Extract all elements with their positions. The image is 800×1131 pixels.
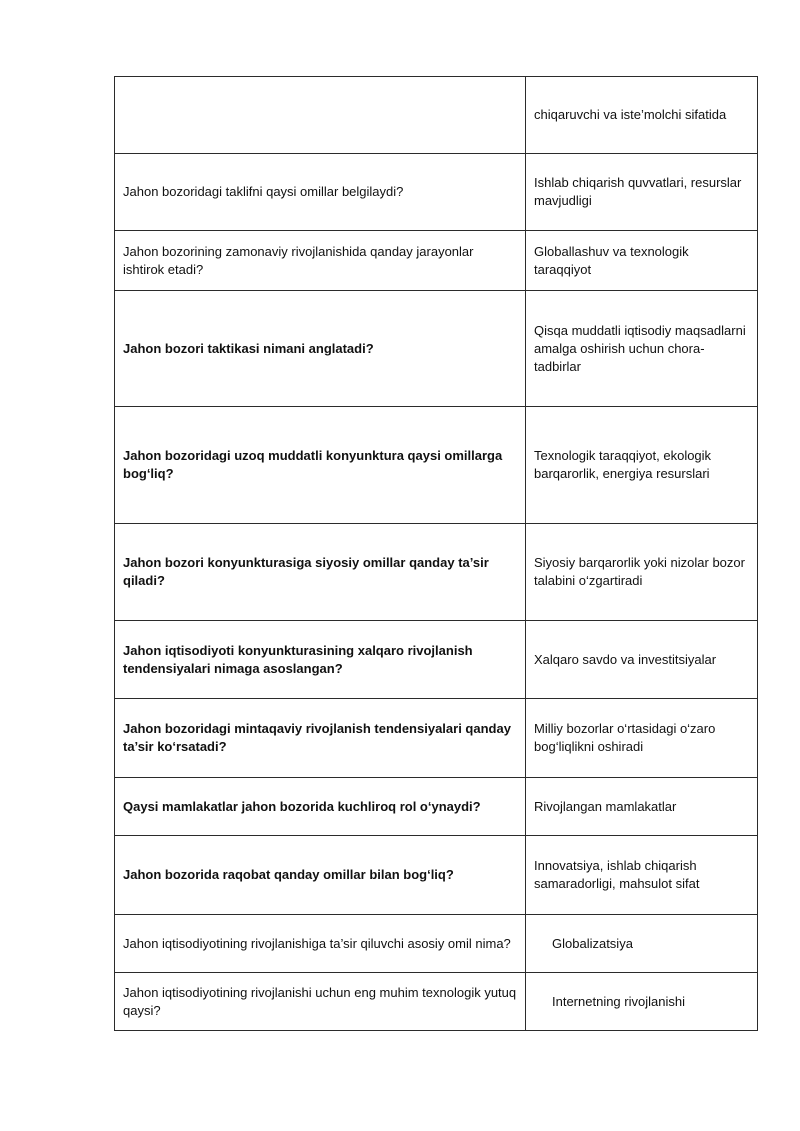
answer-cell: Siyosiy barqarorlik yoki nizolar bozor talabini o‘zgartiradi <box>526 524 758 621</box>
table-row <box>115 699 758 778</box>
answer-cell: Globallashuv va texnologik taraqqiyot <box>526 231 758 291</box>
table-row <box>115 77 758 154</box>
answer-cell: Xalqaro savdo va investitsiyalar <box>526 621 758 699</box>
question-cell: Jahon iqtisodiyotining rivojlanishi uchun eng muhim texnologik yutuq qaysi? <box>115 973 526 1031</box>
qa-table <box>114 76 758 1031</box>
question-cell: Jahon bozoridagi taklifni qaysi omillar belgilaydi? <box>115 154 526 231</box>
answer-cell: Ishlab chiqarish quvvatlari, resurslar mavjudligi <box>526 154 758 231</box>
table-row <box>115 973 758 1031</box>
table-row <box>115 778 758 836</box>
question-cell: Jahon iqtisodiyotining rivojlanishiga ta’sir qiluvchi asosiy omil nima? <box>115 915 526 973</box>
question-cell: Jahon bozori konyunkturasiga siyosiy omillar qanday ta’sir qiladi? <box>115 524 526 621</box>
table-row <box>115 524 758 621</box>
table-row <box>115 915 758 973</box>
question-cell: Qaysi mamlakatlar jahon bozorida kuchliroq rol o‘ynaydi? <box>115 778 526 836</box>
question-cell: Jahon iqtisodiyoti konyunkturasining xalqaro rivojlanish tendensiyalari nimaga asoslangan? <box>115 621 526 699</box>
answer-cell: Globalizatsiya <box>526 915 758 973</box>
table-row <box>115 154 758 231</box>
question-cell: Jahon bozoridagi uzoq muddatli konyunktura qaysi omillarga bog‘liq? <box>115 407 526 524</box>
answer-cell: Innovatsiya, ishlab chiqarish samaradorligi, mahsulot sifat <box>526 836 758 915</box>
table-row <box>115 291 758 407</box>
answer-cell: Internetning rivojlanishi <box>526 973 758 1031</box>
answer-cell: Milliy bozorlar o‘rtasidagi o‘zaro bog‘liqlikni oshiradi <box>526 699 758 778</box>
table-row <box>115 836 758 915</box>
answer-cell: Rivojlangan mamlakatlar <box>526 778 758 836</box>
table-row <box>115 621 758 699</box>
table-row <box>115 231 758 291</box>
question-cell: Jahon bozorining zamonaviy rivojlanishida qanday jarayonlar ishtirok etadi? <box>115 231 526 291</box>
answer-cell: chiqaruvchi va iste’molchi sifatida <box>526 77 758 154</box>
question-cell <box>115 77 526 154</box>
question-cell: Jahon bozoridagi mintaqaviy rivojlanish tendensiyalari qanday ta’sir ko‘rsatadi? <box>115 699 526 778</box>
answer-cell: Texnologik taraqqiyot, ekologik barqarorlik, energiya resurslari <box>526 407 758 524</box>
question-cell: Jahon bozori taktikasi nimani anglatadi? <box>115 291 526 407</box>
question-cell: Jahon bozorida raqobat qanday omillar bilan bog‘liq? <box>115 836 526 915</box>
answer-cell: Qisqa muddatli iqtisodiy maqsadlarni amalga oshirish uchun chora-tadbirlar <box>526 291 758 407</box>
table-row <box>115 407 758 524</box>
